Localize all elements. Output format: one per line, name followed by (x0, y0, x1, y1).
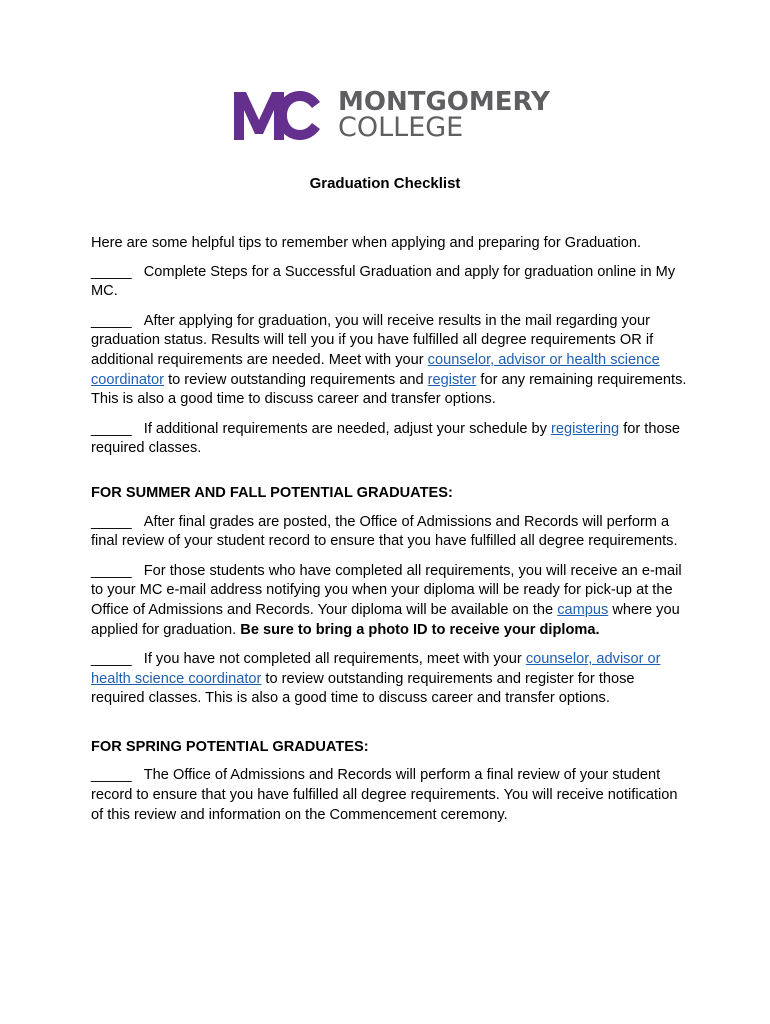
check-blank-line[interactable]: _____ (91, 420, 132, 437)
intro-paragraph: Here are some helpful tips to remember when applying and preparing for Graduation. (91, 235, 642, 251)
item-text: The Office of Admissions and Records will perform a final review of your student record to ensure that you have fulfilled all degree requirements. You will receive notification of this review and information on the Commencement ceremony. (91, 767, 678, 823)
college-logo (232, 88, 550, 142)
counselor-link-2[interactable]: counselor, advisor or health science coordinator (91, 651, 661, 687)
campus-link[interactable]: campus (557, 601, 609, 618)
photo-id-notice: Be sure to bring a photo ID to receive your diploma. (240, 621, 600, 638)
check-blank-line[interactable]: _____ (91, 651, 132, 668)
item-text: for any remaining requirements. This is also a good time to discuss career and transfer options. (91, 371, 687, 408)
logo-line-college: COLLEGE (338, 112, 464, 143)
check-blank-line[interactable]: _____ (91, 562, 132, 579)
logo-line-montgomery: MONTGOMERY (338, 87, 550, 117)
checklist-item-spring-review (91, 766, 691, 825)
checklist-item-adjust (91, 420, 691, 459)
item-text: to review outstanding requirements and register for those required classes. This is also a good time to discuss career and transfer options. (91, 670, 635, 707)
item-text: After final grades are posted, the Office of Admissions and Records will perform a final review of your student record to ensure that you have fulfilled all degree requirements. (91, 513, 678, 550)
spring-heading: FOR SPRING POTENTIAL GRADUATES: (91, 738, 369, 755)
checklist-body (91, 234, 691, 835)
checklist-item-final-review (91, 513, 691, 552)
check-blank-line[interactable]: _____ (91, 312, 132, 329)
item-text: where you applied for graduation. (91, 601, 680, 638)
checklist-item-apply (91, 263, 691, 302)
item-text: For those students who have completed all requirements, you will receive an e-mail to your MC e-mail address notifying you when your diploma will be ready for pick-up at the Office of Admissions and Records. Your diploma will be available on the (91, 562, 682, 618)
counselor-link[interactable]: counselor, advisor or health science coordinator (91, 351, 660, 388)
summer-fall-heading: FOR SUMMER AND FALL POTENTIAL GRADUATES: (91, 484, 453, 501)
item-text: for those required classes. (91, 420, 681, 457)
checklist-item-incomplete (91, 650, 691, 709)
check-blank-line[interactable]: _____ (91, 767, 132, 784)
mc-logo-mark (232, 88, 322, 142)
item-text: If you have not completed all requirements, meet with your (143, 651, 526, 668)
checklist-item-results (91, 312, 691, 410)
check-blank-line[interactable]: _____ (91, 513, 132, 530)
item-text: If additional requirements are needed, adjust your schedule by (143, 420, 552, 437)
checklist-item-diploma (91, 562, 691, 640)
logo-wordmark (338, 89, 550, 141)
item-text: After applying for graduation, you will receive results in the mail regarding your graduation status. Results will tell you if you have fulfilled all degree requirements OR if additional requirements are needed. Meet with your (91, 312, 654, 368)
item-text: to review outstanding requirements and (164, 371, 428, 388)
register-link[interactable]: register (427, 371, 477, 388)
registering-link[interactable]: registering (551, 420, 620, 437)
item-text: Complete Steps for a Successful Graduation and apply for graduation online in My MC. (91, 263, 676, 300)
check-blank-line[interactable]: _____ (91, 263, 132, 280)
page-title: Graduation Checklist (309, 175, 461, 192)
